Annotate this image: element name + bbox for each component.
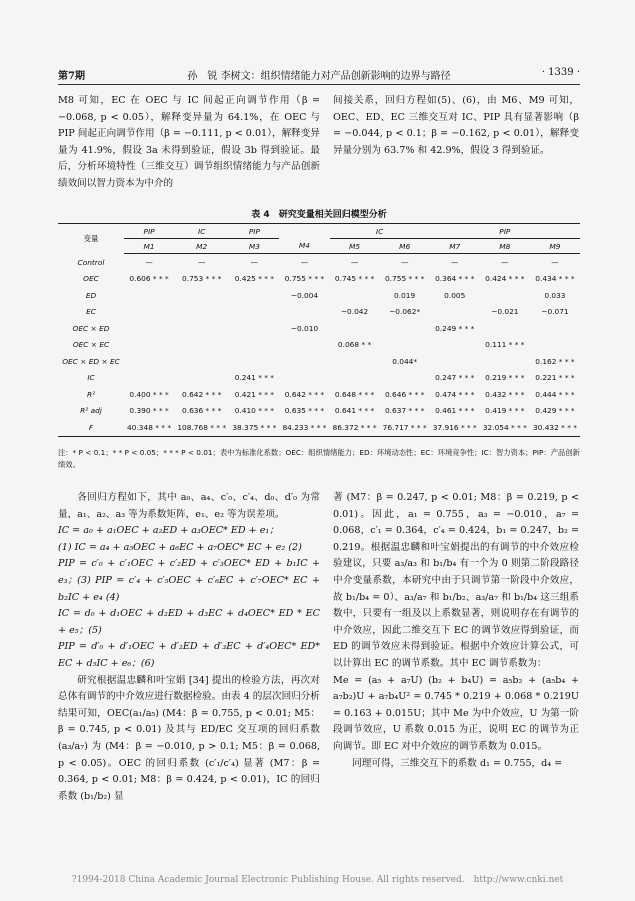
- table-row: [58, 304, 580, 321]
- table-cell: 0.249 * * *: [435, 323, 475, 333]
- row-variable: IC: [87, 373, 95, 383]
- row-variable: OEC × ED: [72, 323, 110, 333]
- table-cell: 0.410 * * *: [234, 406, 274, 416]
- group-header: PIP: [229, 224, 279, 239]
- table-cell: 0.068 * *: [337, 340, 372, 350]
- table-cell: —: [250, 257, 259, 267]
- model-header: M8: [480, 239, 530, 254]
- table-cell: —: [350, 257, 359, 267]
- table-cell: 0.434 * * *: [535, 274, 575, 284]
- table-cell: —: [145, 257, 153, 267]
- table-cell: [330, 320, 380, 337]
- table-cell: 84.233 * * *: [279, 419, 329, 436]
- table-cell: −0.062*: [389, 307, 421, 317]
- table-cell: [124, 337, 174, 354]
- table-cell: [330, 287, 380, 304]
- model-header: M5: [330, 239, 380, 254]
- body-paragraph: 研究根据温忠麟和叶宝娟 [34] 提出的检验方法，再次对总体有调节的中介效应进行数据检验。由表 4 的层次回归分析结果可知，OEC(a₁/a₅) (M4：β = 0.755, p < 0.01; M5：β = 0.745, p < 0.01) 及其与 ED/EC 交互项的回归系数 (a₃/a₇) 为 (M4：β = −0.010, p > 0.1; M5：β = 0.068, p < 0.05)。OEC 的回归系数 (c′₁/c′₄) 显著 (M7：β = 0.364, p < 0.01; M8：β = 0.424, p < 0.01)，IC 的回归系数 (b₁/b₂) 显: [58, 674, 320, 802]
- table-cell: [530, 320, 580, 337]
- table-cell: [330, 353, 380, 370]
- table-cell: [174, 287, 229, 304]
- table-row: [58, 353, 580, 370]
- table-cell: 0.111 * * *: [485, 340, 525, 350]
- row-variable: OEC × ED × EC: [62, 356, 120, 366]
- body-paragraph: IC = d₀ + d₁OEC + d₂ED + d₃EC + d₄OEC* ED * EC + e₅；(5): [58, 608, 320, 636]
- table-cell: −0.021: [491, 307, 519, 317]
- table-cell: 0.400 * * *: [129, 389, 169, 399]
- table-cell: [229, 353, 279, 370]
- table-cell: [480, 287, 530, 304]
- table-cell: 0.753 * * *: [182, 274, 222, 284]
- table-cell: −0.004: [290, 290, 319, 300]
- table-cell: —: [198, 257, 206, 267]
- table-cell: 0.005: [444, 290, 466, 300]
- top-right-paragraph: 间接关系，回归方程如(5)、(6)，由 M6、M9 可知，OEC、ED、EC 三维交互对 IC、PIP 具有显著影响（β = −0.044, p < 0.1；β = −0.162, p < 0.01），解释变异量分别为 63.7% 和 42.9%，假设 3 得到验证。: [333, 95, 579, 156]
- table-cell: [174, 353, 229, 370]
- table-cell: 0.606 * * *: [129, 274, 169, 284]
- table-cell: 86.372 * * *: [330, 419, 380, 436]
- table-row: [58, 370, 580, 387]
- top-left-paragraph: M8 可知，EC 在 OEC 与 IC 间起正向调节作用（β = −0.068, p < 0.05），解释变异量为 64.1%，在 OEC 与 PIP 间起正向调节作用（β = −0.111, p < 0.01），解释变异量为 41.9%，假设 3a 未得到验证，假设 3b 得到验证。最后，分析环境特性（三维交互）调节组织情绪能力与产品创新绩效间以智力资本为中介的: [58, 95, 320, 189]
- row-variable: R²: [86, 389, 96, 399]
- body-paragraph: PIP = c′₀ + c′₁OEC + c′₂ED + c′₃OEC* ED + b₁IC + e₃；(3) PIP = c′₄ + c′₅OEC + c′₆EC + c′₇OEC* EC + b₂IC + e₄ (4): [58, 558, 320, 603]
- page-header: [58, 64, 580, 85]
- table-cell: 0.444 * * *: [535, 389, 575, 399]
- bottom-left-column: [58, 490, 320, 805]
- table-cell: [380, 370, 430, 387]
- table-cell: 0.424 * * *: [485, 274, 525, 284]
- table-cell: 0.033: [544, 290, 566, 300]
- model-header: M4: [279, 239, 329, 254]
- table-cell: [430, 337, 480, 354]
- table-cell: [124, 320, 174, 337]
- table-cell: 0.636 * * *: [182, 406, 222, 416]
- table-cell: 0.745 * * *: [334, 274, 375, 284]
- table-cell: [229, 287, 279, 304]
- regression-table: [58, 223, 580, 437]
- bottom-right-column: [333, 490, 579, 772]
- table-cell: 30.432 * * *: [530, 419, 580, 436]
- table-cell: 0.637 * * *: [384, 406, 425, 416]
- issue-number: 第7期: [58, 71, 85, 82]
- table-cell: 0.044*: [392, 356, 418, 366]
- table-title: 表 4 研究变量相关回归模型分析: [251, 210, 387, 220]
- row-variable: OEC: [83, 274, 99, 284]
- table-cell: [279, 353, 329, 370]
- table-cell: 0.221 * * *: [535, 373, 575, 383]
- table-cell: [229, 320, 279, 337]
- table-cell: —: [300, 257, 309, 267]
- table-cell: [124, 304, 174, 321]
- group-header: IC: [330, 224, 430, 239]
- row-variable: ED: [85, 290, 97, 300]
- table-cell: [124, 370, 174, 387]
- table-cell: −0.010: [290, 323, 319, 333]
- table-cell: 32.054 * * *: [480, 419, 530, 436]
- table-cell: [330, 370, 380, 387]
- table-cell: [174, 337, 229, 354]
- table-row: [58, 386, 580, 403]
- table-row: [58, 419, 580, 436]
- table-cell: 0.642 * * *: [182, 389, 222, 399]
- page-number: · 1339 ·: [541, 67, 580, 78]
- group-header: PIP: [124, 224, 174, 239]
- table-cell: [430, 304, 480, 321]
- table-cell: 0.019: [394, 290, 416, 300]
- table-row: [58, 403, 580, 420]
- model-header: M1: [124, 239, 174, 254]
- table-cell: [174, 304, 229, 321]
- table-cell: 0.648 * * *: [334, 389, 375, 399]
- table-cell: [279, 370, 329, 387]
- table-cell: 0.425 * * *: [234, 274, 274, 284]
- group-header: PIP: [430, 224, 580, 239]
- table-cell: [124, 353, 174, 370]
- table-row: [58, 320, 580, 337]
- table-cell: —: [551, 257, 559, 267]
- table-cell: 0.429 * * *: [535, 406, 575, 416]
- table-cell: 0.461 * * *: [435, 406, 475, 416]
- row-variable: Control: [77, 257, 105, 267]
- copyright-footer: ?1994-2018 China Academic Journal Electronic Publishing House. All rights reserved. http://www.cnki.net: [71, 875, 564, 885]
- table-cell: [174, 370, 229, 387]
- table-cell: 0.474 * * *: [435, 389, 475, 399]
- table-cell: [229, 337, 279, 354]
- table-cell: 0.219 * * *: [485, 373, 525, 383]
- table-cell: [279, 304, 329, 321]
- running-title: 孙 锐 李树文：组织情绪能力对产品创新影响的边界与路径: [187, 71, 451, 82]
- group-header: IC: [174, 224, 229, 239]
- table-cell: [229, 304, 279, 321]
- row-variable: R² adj: [80, 406, 102, 416]
- table-cell: [530, 337, 580, 354]
- body-paragraph: (1) IC = a₄ + a₅OEC + a₆EC + a₇OEC* EC + e₂ (2): [58, 541, 302, 553]
- row-variable: F: [58, 419, 124, 436]
- row-variable: OEC × EC: [72, 340, 110, 350]
- table-cell: 0.162 * * *: [535, 356, 575, 366]
- table-group-header: [58, 224, 580, 239]
- table-cell: —: [400, 257, 409, 267]
- row-variable: EC: [86, 307, 96, 317]
- table-cell: —: [451, 257, 459, 267]
- table-row: [58, 337, 580, 354]
- model-header: M7: [430, 239, 480, 254]
- model-header: M2: [174, 239, 229, 254]
- table-cell: 108.768 * * *: [174, 419, 229, 436]
- table-cell: 76.717 * * *: [380, 419, 430, 436]
- table-model-header: [58, 239, 580, 254]
- table-cell: 0.646 * * *: [384, 389, 425, 399]
- table-row: [58, 271, 580, 288]
- body-paragraph: 同理可得，三维交互下的系数 d₁ = 0.755，d₄ =: [352, 757, 563, 769]
- table-cell: −0.071: [541, 307, 569, 317]
- table-cell: 0.635 * * *: [284, 406, 325, 416]
- table-cell: [480, 320, 530, 337]
- model-header: M3: [229, 239, 279, 254]
- table-cell: [279, 337, 329, 354]
- model-header: M9: [530, 239, 580, 254]
- table-cell: 0.419 * * *: [485, 406, 525, 416]
- table-cell: 0.241 * * *: [234, 373, 274, 383]
- body-paragraph: IC = a₀ + a₁OEC + a₂ED + a₃OEC* ED + e₁；: [58, 525, 279, 537]
- table-row: [58, 254, 580, 271]
- table-cell: 0.364 * * *: [435, 274, 475, 284]
- table-cell: [174, 320, 229, 337]
- table-cell: [430, 353, 480, 370]
- table-cell: 0.755 * * *: [384, 274, 425, 284]
- table-note: 注：* P < 0.1；* * P < 0.05；* * * P < 0.01；表中为标准化系数；OEC：组织情绪能力；ED：环境动态性；EC：环境竞争性；IC：智力资本；PIP：产品创新绩效。: [58, 448, 580, 469]
- table-cell: 0.390 * * *: [129, 406, 169, 416]
- table-cell: 0.247 * * *: [435, 373, 475, 383]
- model-header: M6: [380, 239, 430, 254]
- body-paragraph: PIP = d′₀ + d′₁OEC + d′₂ED + d′₃EC + d′₄OEC* ED* EC + d₅IC + e₆；(6): [58, 641, 320, 669]
- variable-header: 变量: [58, 224, 124, 254]
- body-paragraph: 各回归方程如下，其中 a₀、a₄、c′₀、c′₄、d₀、d′₀ 为常量，a₁、a₂、a₃ 等为系数矩阵，e₁、e₂ 等为误差项。: [58, 492, 320, 520]
- table-cell: 0.642 * * *: [284, 389, 325, 399]
- table-cell: 38.375 * * *: [229, 419, 279, 436]
- table-cell: 0.641 * * *: [334, 406, 375, 416]
- table-cell: [124, 287, 174, 304]
- body-paragraph: 著 (M7：β = 0.247, p < 0.01; M8：β = 0.219, p < 0.01)。因此，a₁ = 0.755，a₃ = −0.010，a₇ = 0.068，c′₁ = 0.364，c′₄ = 0.424，b₁ = 0.247，b₂ = 0.219。根据温忠麟和叶宝娟提出的有调节的中介效应检验建议，只要 a₃/a₃ 和 b₁/b₄ 有一个为 0 则第二阶段路径中介变量系数，本研究中由于只调节第一阶段中介效应，故 b₁/b₄ = 0）、a₃/a₇ 和 b₁/b₂、a₃/a₇ 和 b₁/b₄ 这三组系数中，只要有一组及以上系数显著，则说明存在有调节的中介效应，因此二维交互下 EC 的调节效应得到验证，而 ED 的调节效应未得到验证。根据中介效应计算公式，可以计算出 EC 的调节系数。其中 EC 调节系数为：: [333, 492, 579, 669]
- table-cell: −0.042: [340, 307, 369, 317]
- table-cell: [480, 353, 530, 370]
- table-cell: 0.421 * * *: [234, 389, 274, 399]
- table-cell: 0.432 * * *: [485, 389, 525, 399]
- table-cell: —: [501, 257, 509, 267]
- table-cell: 37.916 * * *: [430, 419, 480, 436]
- body-paragraph: Me = (a₅ + a₇U) (b₂ + b₄U) = a₅b₂ + (a₅b₄ + a₇b₂)U + a₇b₄U² = 0.745 * 0.219 + 0.068 * 0.219U = 0.163 + 0.015U；其中 Me 为中介效应，U 为第一阶段调节效应，U 系数 0.015 为正，说明 EC 的调节为正向调节。即 EC 对中介效应的调节系数为 0.015。: [333, 674, 579, 752]
- table-cell: 0.755 * * *: [284, 274, 325, 284]
- table-cell: 40.348 * * *: [124, 419, 174, 436]
- table-cell: [380, 320, 430, 337]
- table-cell: [380, 337, 430, 354]
- table-row: [58, 287, 580, 304]
